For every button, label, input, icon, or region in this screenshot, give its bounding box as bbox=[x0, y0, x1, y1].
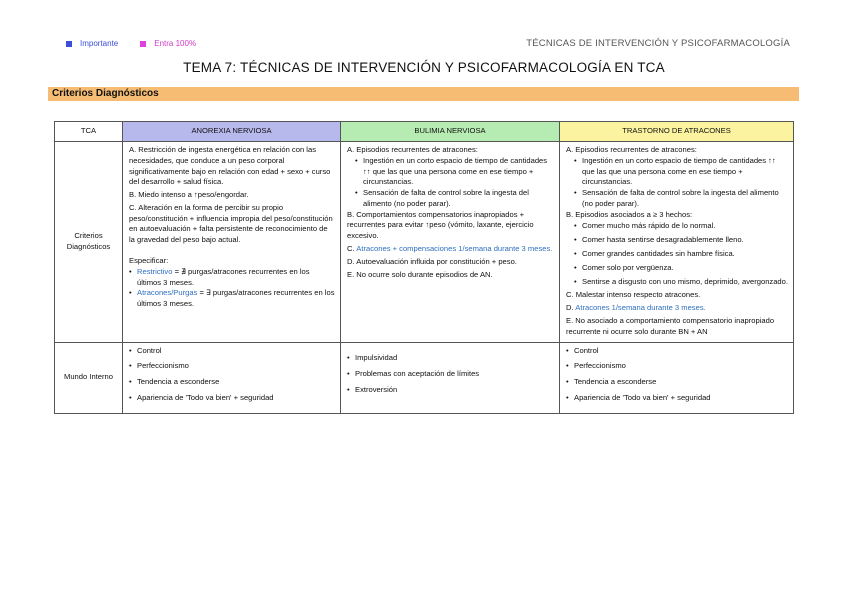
criterion-c: C. Malestar intenso respecto atracones. bbox=[566, 290, 701, 300]
table-row bbox=[55, 342, 794, 413]
list-item: • Problemas con aceptación de límites bbox=[347, 369, 554, 380]
criterion-c-highlight: Atracones + compensaciones 1/semana durante 3 meses. bbox=[356, 244, 553, 254]
list-item: • Tendencia a esconderse bbox=[129, 377, 335, 388]
criterion-c bbox=[347, 244, 554, 255]
list-item: • Apariencia de 'Todo va bien' + seguridad bbox=[566, 393, 788, 404]
list-item: • Perfeccionismo bbox=[566, 361, 788, 372]
section-heading: Criterios Diagnósticos bbox=[48, 87, 799, 101]
criterion-prefix: D. bbox=[566, 303, 576, 313]
page-title: TEMA 7: TÉCNICAS DE INTERVENCIÓN Y PSICOFARMACOLOGÍA EN TCA bbox=[183, 60, 665, 75]
mundo-list bbox=[129, 346, 335, 404]
criterion-a: A. Episodios recurrentes de atracones: bbox=[566, 145, 697, 154]
criteria-table bbox=[54, 121, 794, 414]
sublist bbox=[347, 156, 554, 210]
list-item: • Control bbox=[129, 346, 335, 357]
specify-list bbox=[129, 267, 335, 310]
mundo-list bbox=[347, 353, 554, 395]
cell-bulimia-mundo bbox=[341, 342, 560, 413]
cell-atracones-mundo bbox=[560, 342, 794, 413]
specify-label: Especificar: bbox=[129, 256, 169, 266]
header-anorexia: ANOREXIA NERVIOSA bbox=[123, 122, 341, 142]
list-item: • Comer mucho más rápido de lo normal. bbox=[574, 221, 788, 232]
table-header-row bbox=[55, 122, 794, 142]
row-head-criterios: Criterios Diagnósticos bbox=[55, 142, 123, 343]
criterion-e: E. No ocurre solo durante episodios de AN. bbox=[347, 269, 493, 279]
cell-anorexia-criterios bbox=[123, 142, 341, 343]
list-item: • Comer hasta sentirse desagradablemente lleno. bbox=[574, 235, 788, 246]
list-item: • Ingestión en un corto espacio de tiempo de cantidades ↑↑ que las que una persona come en ese tiempo + circunstancias. bbox=[355, 156, 554, 188]
list-item: • Sensación de falta de control sobre la ingesta del alimento (no poder parar). bbox=[574, 188, 788, 210]
legend bbox=[66, 39, 196, 48]
header-tca: TCA bbox=[55, 122, 123, 142]
cell-bulimia-criterios bbox=[341, 142, 560, 343]
list-item: • Sentirse a disgusto con uno mismo, deprimido, avergonzado. bbox=[574, 277, 788, 288]
pink-square-icon bbox=[140, 41, 146, 47]
list-item: • Extroversión bbox=[347, 385, 554, 396]
header-bulimia: BULIMIA NERVIOSA bbox=[341, 122, 560, 142]
sublist bbox=[566, 221, 788, 287]
list-item: • Impulsividad bbox=[347, 353, 554, 364]
mundo-list bbox=[566, 346, 788, 404]
cell-anorexia-mundo bbox=[123, 342, 341, 413]
criterion-a: A. Restricción de ingesta energética en relación con las necesidades, que conduce a un peso corporal significativamente bajo en relación con edad + sexo + curso del desarrollo + salud física. bbox=[129, 145, 331, 187]
list-item: • Apariencia de 'Todo va bien' + seguridad bbox=[129, 393, 335, 404]
list-item: • Ingestión en un corto espacio de tiempo de cantidades ↑↑ que las que una persona come en ese tiempo + circunstancias. bbox=[574, 156, 788, 188]
row-head-mundo: Mundo Interno bbox=[55, 342, 123, 413]
criterion-b: B. Miedo intenso a ↑peso/engordar. bbox=[129, 190, 249, 200]
header-atracones: TRASTORNO DE ATRACONES bbox=[560, 122, 794, 142]
subtype-restrictivo: Restrictivo bbox=[137, 266, 173, 276]
criterion-b: B. Episodios asociados a ≥ 3 hechos: bbox=[566, 209, 693, 219]
cell-atracones-criterios bbox=[560, 142, 794, 343]
criterion-d bbox=[566, 303, 788, 314]
sublist bbox=[566, 156, 788, 210]
criterion-prefix: C. bbox=[347, 244, 357, 254]
list-item: • Perfeccionismo bbox=[129, 361, 335, 372]
criterion-d: D. Autoevaluación influida por constitución + peso. bbox=[347, 256, 517, 266]
legend-item-importante bbox=[66, 39, 118, 48]
list-item: • Control bbox=[566, 346, 788, 357]
list-item: • Comer grandes cantidades sin hambre física. bbox=[574, 249, 788, 260]
list-item: • Comer solo por vergüenza. bbox=[574, 263, 788, 274]
list-item bbox=[129, 288, 335, 310]
criterion-e: E. No asociado a comportamiento compensatorio inapropiado recurrente ni ocurre solo durante BN + AN bbox=[566, 315, 775, 336]
criterion-d-highlight: Atracones 1/semana durante 3 meses. bbox=[575, 303, 706, 313]
list-item: • Sensación de falta de control sobre la ingesta del alimento (no poder parar). bbox=[355, 188, 554, 210]
table-row bbox=[55, 142, 794, 343]
legend-label: Importante bbox=[80, 39, 119, 48]
subtype-atracones-purgas: Atracones/Purgas bbox=[137, 288, 198, 298]
legend-label: Entra 100% bbox=[154, 39, 197, 48]
subtype-text: = ∄ purgas/atracones recurrentes en los últimos 3 meses. bbox=[137, 266, 310, 287]
criterion-a: A. Episodios recurrentes de atracones: bbox=[347, 145, 478, 154]
subtype-text: = ∃ purgas/atracones recurrentes en los últimos 3 meses. bbox=[137, 288, 335, 309]
list-item bbox=[129, 267, 335, 289]
criterion-c: C. Alteración en la forma de percibir su propio peso/constitución + influencia impropia del peso/constitución en autoevaluación + falta persistente de reconocimiento de la gravedad del peso bajo actual. bbox=[129, 202, 333, 245]
running-header: TÉCNICAS DE INTERVENCIÓN Y PSICOFARMACOLOGÍA bbox=[526, 38, 790, 49]
legend-item-entra bbox=[140, 39, 196, 48]
list-item: • Tendencia a esconderse bbox=[566, 377, 788, 388]
criterion-b: B. Comportamientos compensatorios inapropiados + recurrentes para evitar ↑peso (vómito, laxante, ejercicio excesivo. bbox=[347, 209, 534, 241]
blue-square-icon bbox=[66, 41, 72, 47]
